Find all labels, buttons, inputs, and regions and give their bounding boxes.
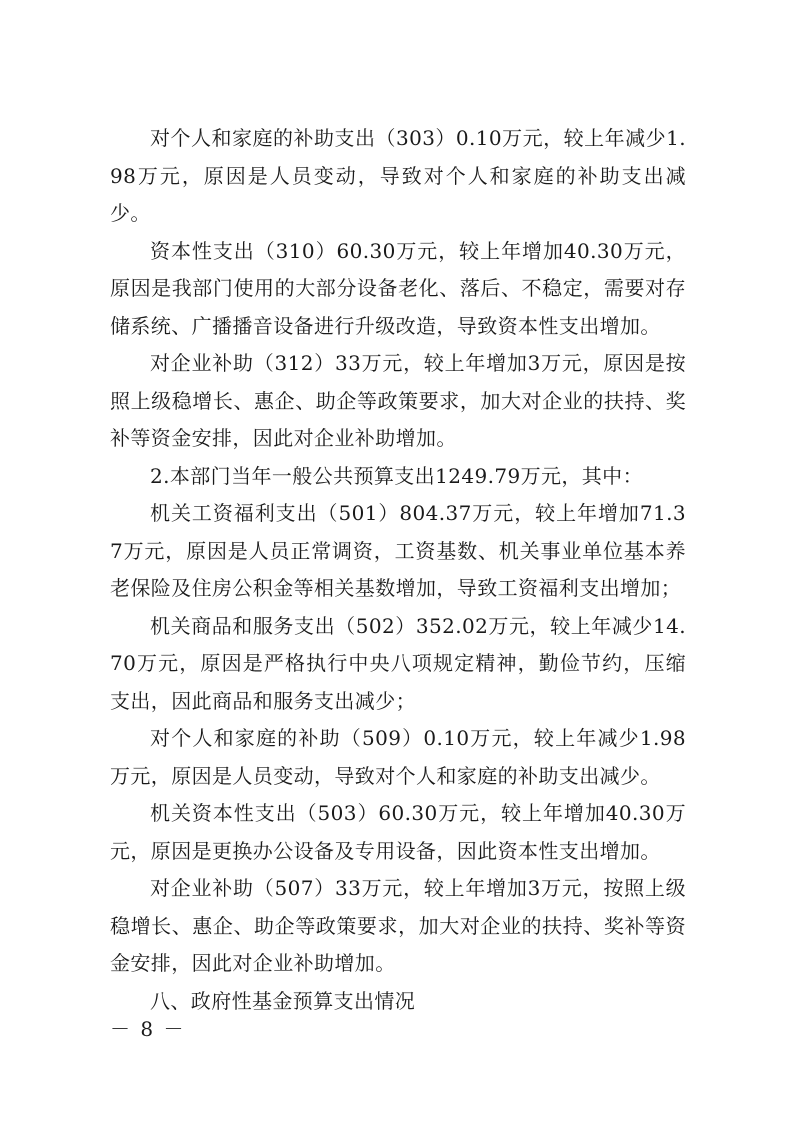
paragraph-goods-services-502: 机关商品和服务支出（502）352.02万元，较上年减少14.70万元，原因是严格执行中央八项规定精神，勤俭节约，压缩支出，因此商品和服务支出减少； [110,613,686,713]
paragraph-enterprise-subsidy-507: 对企业补助（507）33万元，较上年增加3万元，按照上级稳增长、惠企、助企等政策要求，加大对企业的扶持、奖补等资金安排，因此对企业补助增加。 [110,876,686,975]
body-text [110,120,686,1020]
paragraph-wage-welfare-501: 机关工资福利支出（501）804.37万元，较上年增加71.37万元，原因是人员正常调资，工资基数、机关事业单位基本养老保险及住房公积金等相关基数增加，导致工资福利支出增加； [110,501,686,600]
paragraph-capital-expenditure-503: 机关资本性支出（503）60.30万元，较上年增加40.30万元，原因是更换办公设备及专用设备，因此资本性支出增加。 [110,801,686,863]
paragraph-personal-family-subsidy-509: 对个人和家庭的补助（509）0.10万元，较上年减少1.98万元，原因是人员变动，导致对个人和家庭的补助支出减少。 [110,726,686,788]
section-heading: 八、政府性基金预算支出情况 [150,988,416,1013]
page-number: － 8 － [110,1017,186,1041]
paragraph-general-budget-total: 2.本部门当年一般公共预算支出1249.79万元，其中： [150,463,643,488]
paragraph-personal-family-subsidy-303: 对个人和家庭的补助支出（303）0.10万元，较上年减少1.98万元，原因是人员变动，导致对个人和家庭的补助支出减少。 [110,126,686,225]
paragraph-enterprise-subsidy-312: 对企业补助（312）33万元，较上年增加3万元，原因是按照上级稳增长、惠企、助企等政策要求，加大对企业的扶持、奖补等资金安排，因此对企业补助增加。 [110,351,686,450]
paragraph-capital-expenditure-310: 资本性支出（310）60.30万元，较上年增加40.30万元，原因是我部门使用的大部分设备老化、落后、不稳定，需要对存储系统、广播播音设备进行升级改造，导致资本性支出增加。 [110,238,686,338]
